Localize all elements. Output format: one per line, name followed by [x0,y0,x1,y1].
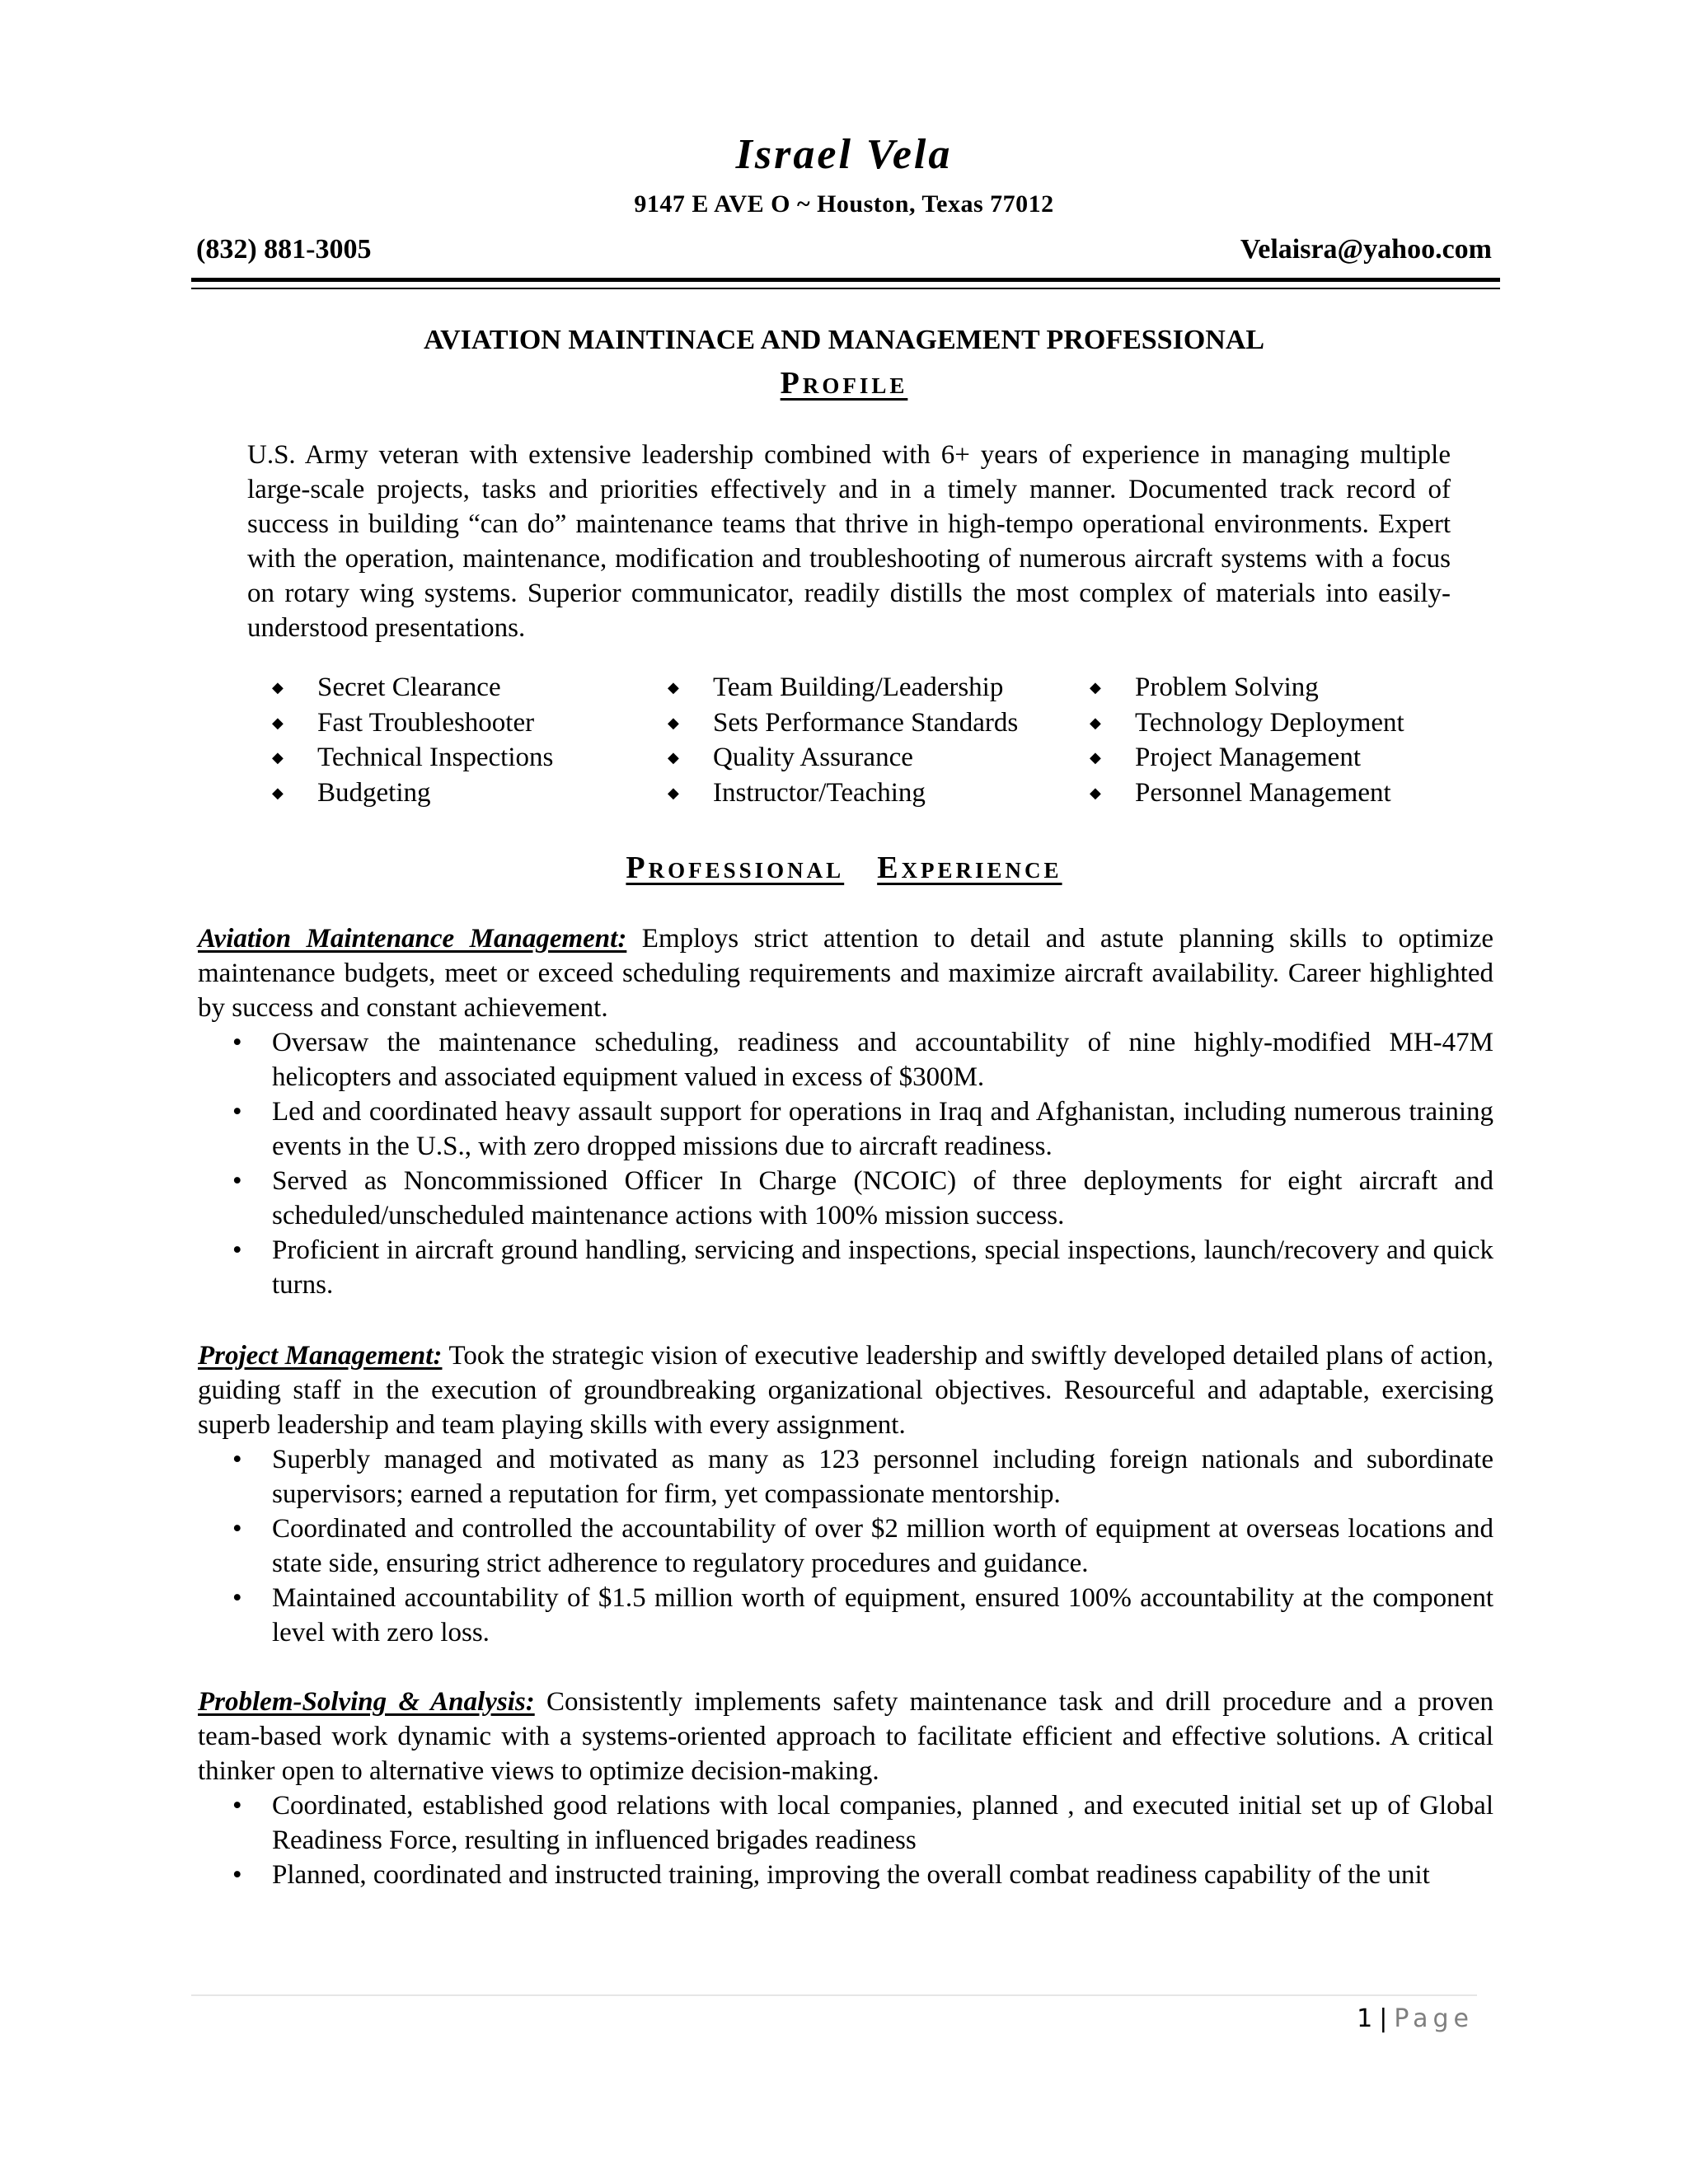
skill-item: ◆ Budgeting [272,776,553,811]
profile-summary: U.S. Army veteran with extensive leadership combined with 6+ years of experience in managing multiple large-scale projects, tasks and priorities effectively and in a timely manner. Documented track record of success in building “can do” maintenance teams that thrive in high-tempo operational environments. Expert with the operation, maintenance, modification and troubleshooting of numerous aircraft systems with a focus on rotary wing systems. Superior communicator, readily distills the most complex of materials into easily-understood presentations. [247,440,1451,643]
page-label: Page [1394,2004,1474,2033]
section-title: Project Management: [198,1341,443,1371]
professional-headline: AVIATION MAINTINACE AND MANAGEMENT PROFESSIONAL [423,325,1265,355]
header-divider-thin [191,288,1500,289]
footer-separator: | [1379,2004,1388,2033]
experience-section-problem-solving [198,1685,1493,1892]
skill-item: ◆ Personnel Management [1090,776,1404,811]
skill-item: ◆ Team Building/Leadership [668,670,1018,705]
applicant-address: 9147 E AVE O ~ Houston, Texas 77012 [634,190,1054,218]
achievement-bullet: • Coordinated, established good relations with local companies, planned , and executed initial set up of Global Readiness Force, resulting in influenced brigades readiness [198,1788,1493,1858]
skill-item: ◆ Sets Performance Standards [668,705,1018,741]
skill-item: ◆ Secret Clearance [272,670,553,705]
skill-item: ◆ Technical Inspections [272,740,553,776]
section-title: Aviation Maintenance Management: [198,924,627,954]
experience-section-project-management [198,1338,1493,1650]
skill-item: ◆ Fast Troubleshooter [272,705,553,741]
skills-column-2 [668,670,1018,810]
section-summary-text: Consistently implements safety maintenance task and drill procedure and a proven team-based work dynamic with a systems-oriented approach to facilitate efficient and effective solutions. A critical thinker open to alternative views to optimize decision-making. [198,1687,1494,1786]
section-summary [198,921,1493,1025]
skill-item: ◆ Project Management [1090,740,1404,776]
achievement-bullet: • Led and coordinated heavy assault support for operations in Iraq and Afghanistan, including numerous training events in the U.S., with zero dropped missions due to aircraft readiness. [198,1094,1493,1164]
profile-heading: Profile [780,366,908,401]
applicant-name: Israel Vela [735,131,953,178]
header-divider-thick [191,278,1500,282]
page-number: 1 [1357,2004,1373,2033]
skill-item: ◆ Problem Solving [1090,670,1404,705]
achievement-bullet: • Proficient in aircraft ground handling, servicing and inspections, special inspections, launch/recovery and quick turns. [198,1233,1493,1302]
skills-column-3 [1090,670,1404,810]
page-footer [1357,2004,1474,2033]
achievement-bullet: • Served as Noncommissioned Officer In Charge (NCOIC) of three deployments for eight aircraft and scheduled/unscheduled maintenance actions with 100% mission success. [198,1164,1493,1233]
applicant-phone: (832) 881-3005 [196,234,372,265]
experience-heading: Professional Experience [626,851,1062,885]
achievement-bullet: • Oversaw the maintenance scheduling, readiness and accountability of nine highly-modified MH-47M helicopters and associated equipment valued in excess of $300M. [198,1025,1493,1094]
section-summary [198,1338,1493,1442]
achievement-bullet: • Planned, coordinated and instructed training, improving the overall combat readiness capability of the unit [198,1858,1493,1892]
achievement-bullet: • Coordinated and controlled the accountability of over $2 million worth of equipment at overseas locations and state side, ensuring strict adherence to regulatory procedures and guidance. [198,1511,1493,1581]
section-summary-text: Employs strict attention to detail and astute planning skills to optimize maintenance budgets, meet or exceed scheduling requirements and maximize aircraft availability. Career highlighted by success and constant achievement. [198,924,1493,1023]
applicant-email[interactable]: Velaisra@yahoo.com [1240,234,1492,265]
section-summary-text: Took the strategic vision of executive leadership and swiftly developed detailed plans of action, guiding staff in the execution of groundbreaking organizational objectives. Resourceful and adaptable, exercising superb leadership and team playing skills with every assignment. [198,1341,1493,1440]
footer-divider [191,1994,1477,1996]
skill-item: ◆ Quality Assurance [668,740,1018,776]
experience-section-aviation [198,921,1493,1302]
section-summary [198,1685,1493,1788]
skill-item: ◆ Instructor/Teaching [668,776,1018,811]
achievement-bullet: • Superbly managed and motivated as many as 123 personnel including foreign nationals and subordinate supervisors; earned a reputation for firm, yet compassionate mentorship. [198,1442,1493,1511]
skill-item: ◆ Technology Deployment [1090,705,1404,741]
achievement-bullet: • Maintained accountability of $1.5 million worth of equipment, ensured 100% accountability at the component level with zero loss. [198,1581,1493,1650]
skills-column-1 [272,670,553,810]
section-title: Problem-Solving & Analysis: [198,1687,535,1717]
